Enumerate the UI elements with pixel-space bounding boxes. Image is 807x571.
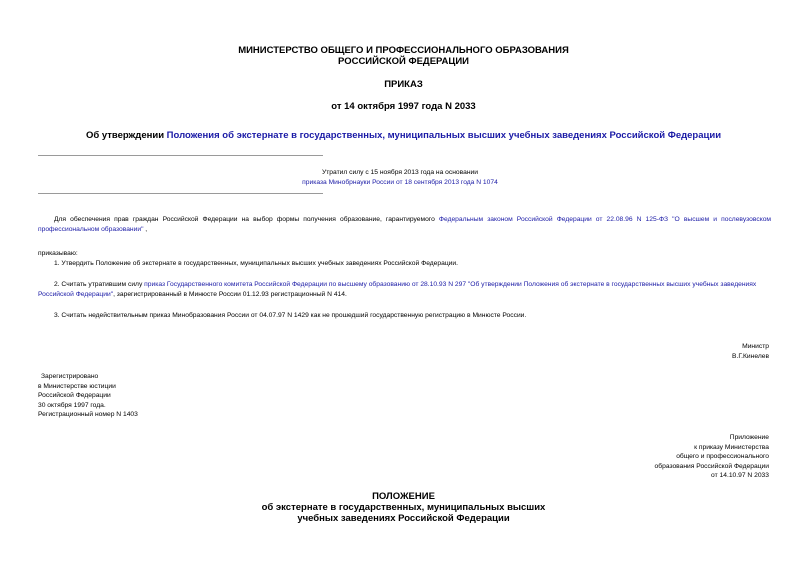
federal-law-link[interactable]: Федеральным законом Российской Федерации от 22.08.96 N 125-ФЗ bbox=[438, 216, 669, 223]
subject-link[interactable]: Положения об экстернате в государственных, муниципальных высших учебных заведениях Российской Федерации bbox=[166, 130, 722, 141]
regulation-subtitle-1: об экстернате в государственных, муниципальных высших bbox=[261, 502, 546, 513]
registration-line-2: в Министерстве юстиции bbox=[38, 382, 116, 390]
regulation-subtitle-2: учебных заведениях Российской Федерации bbox=[297, 513, 510, 524]
registration-line-1: Зарегистрировано bbox=[41, 373, 99, 380]
ministry-line-1: МИНИСТЕРСТВО ОБЩЕГО И ПРОФЕССИОНАЛЬНОГО ОБРАЗОВАНИЯ bbox=[238, 45, 569, 56]
document-date-number: от 14 октября 1997 года N 2033 bbox=[331, 101, 476, 112]
ministry-line-2: РОССИЙСКОЙ ФЕДЕРАЦИИ bbox=[337, 56, 469, 67]
appendix-line-2: к приказу Министерства bbox=[694, 443, 769, 451]
signature-block bbox=[600, 342, 769, 361]
appendix-line-1: Приложение bbox=[729, 434, 769, 441]
registration-line-5: Регистрационный номер N 1403 bbox=[38, 411, 138, 418]
status-note bbox=[220, 168, 580, 187]
appendix-line-3: общего и профессионального bbox=[676, 453, 769, 460]
registration-block bbox=[38, 372, 138, 420]
order-item-3: 3. Считать недействительным приказ Минобразования России от 04.07.97 N 1429 как не прошедший государственную регистрацию в Минюсте России. bbox=[54, 312, 527, 319]
appendix-line-4: образования Российской Федерации bbox=[654, 462, 769, 470]
document-type: ПРИКАЗ bbox=[384, 79, 423, 90]
status-note-text: Утратил силу с 15 ноября 2013 года на основании bbox=[321, 169, 478, 176]
signature-title: Министр bbox=[742, 343, 769, 350]
registration-line-3: Российской Федерации bbox=[38, 392, 111, 399]
preamble-end: , bbox=[143, 225, 148, 233]
preamble-paragraph bbox=[38, 215, 771, 234]
preamble-text: Для обеспечения прав граждан Российской Федерации на выбор формы получения образование, гарантируемого bbox=[54, 216, 439, 223]
subject-prefix: Об утверждении bbox=[85, 130, 167, 141]
order-item-2-end: , зарегистрированный в Минюсте России 01.12.93 регистрационный N 414. bbox=[113, 290, 347, 298]
appendix-block bbox=[560, 433, 769, 481]
law-title-link[interactable]: "О высшем и послевузовском профессиональном образовании" bbox=[38, 216, 772, 233]
divider-top bbox=[38, 155, 323, 156]
order-item-2-text: 2. Считать утратившим силу bbox=[54, 281, 145, 288]
ministry-title bbox=[0, 45, 807, 67]
order-item-1: 1. Утвердить Положение об экстернате в государственных, муниципальных высших учебных заведениях Российской Федерации. bbox=[54, 260, 458, 267]
order-item-2 bbox=[38, 280, 771, 299]
signature-name: В.Г.Кинелев bbox=[732, 352, 769, 360]
appendix-line-5: от 14.10.97 N 2033 bbox=[711, 472, 769, 479]
status-note-link[interactable]: приказа Минобрнауки России от 18 сентября 2013 года N 1074 bbox=[302, 178, 498, 186]
divider-bottom bbox=[38, 193, 323, 194]
order-297-link[interactable]: приказ Государственного комитета Российской Федерации по высшему образованию от 28.10.93 N 297 "Об утверждении Положения об экстернате в государственных высших учебных заведениях Российской Федерации" bbox=[38, 281, 757, 298]
document-subject bbox=[0, 130, 807, 141]
order-word: приказываю: bbox=[38, 250, 78, 257]
regulation-heading bbox=[0, 491, 807, 524]
regulation-title: ПОЛОЖЕНИЕ bbox=[372, 491, 435, 502]
registration-line-4: 30 октября 1997 года. bbox=[38, 401, 106, 409]
